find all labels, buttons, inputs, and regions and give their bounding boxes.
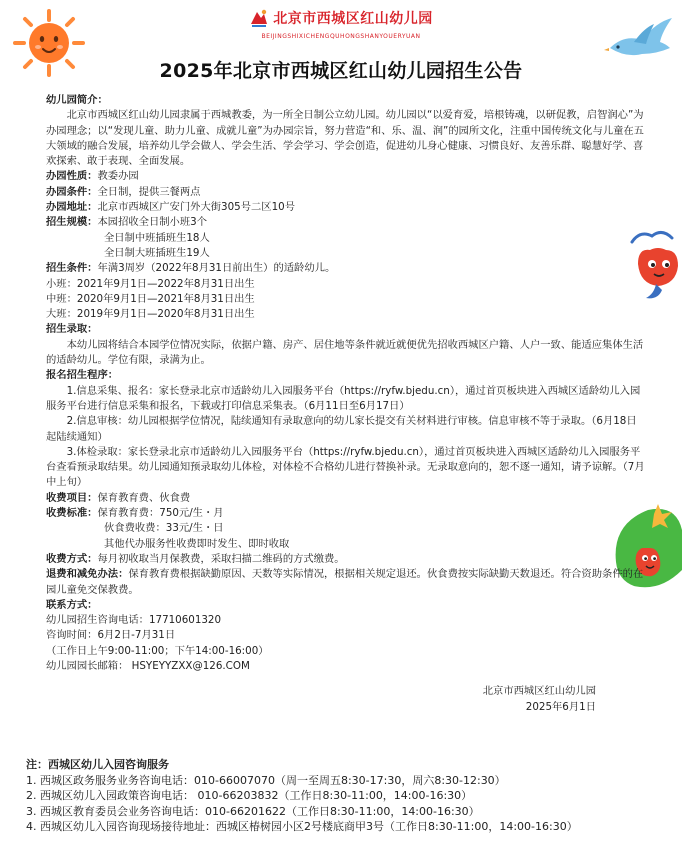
contact-line: 咨询时间：6月2日-7月31日 — [46, 629, 176, 642]
fee-standard-line: 保育教育费：750元/生・月 — [97, 507, 224, 520]
scale-label: 招生规模： — [46, 216, 98, 229]
notes-item: 4. 西城区幼儿入园咨询现场接待地址：西城区椿树园小区2号楼底商甲3号（工作日8:30-11:00，14:00-16:30） — [26, 820, 578, 834]
intro-heading: 幼儿园简介： — [46, 94, 108, 106]
fee-method-value: 每月初收取当月保教费，采取扫描二维码的方式缴费。 — [97, 552, 345, 565]
scale-line: 全日制大班插班生19人 — [104, 246, 210, 259]
contact-line: 幼儿园园长邮箱： HSYEYYZXX@126.COM — [46, 659, 250, 672]
address-label: 办园地址： — [46, 201, 98, 214]
signature-org: 北京市西城区红山幼儿园 — [482, 685, 596, 698]
nature-row — [46, 169, 646, 184]
scale-row — [46, 215, 646, 230]
page-title: 2025年北京市西城区红山幼儿园招生公告 — [159, 60, 523, 82]
conditions-value: 全日制，提供三餐两点 — [97, 185, 201, 198]
class-age-line: 大班：2019年9月1日—2020年8月31日出生 — [46, 308, 255, 321]
logo-subtitle: BEIJINGSHIXICHENGQUHONGSHANYOUERYUAN — [261, 33, 421, 40]
refund-row — [46, 567, 646, 598]
contact-line: 幼儿园招生咨询电话：17710601320 — [46, 614, 222, 627]
requirement-value: 年满3周岁（2022年8月31日前出生）的适龄幼儿。 — [97, 262, 336, 275]
signature-date: 2025年6月1日 — [525, 700, 596, 713]
contact-heading: 联系方式： — [46, 598, 98, 611]
intro-text: 北京市西城区红山幼儿园隶属于西城教委，为一所全日制公立幼儿园。幼儿园以“以爱育爱，培根铸魂，以研促教，启智润心”为办园理念；以“发现儿童、助力儿童、成就儿童”为办园宗旨，努力营造“和、乐、温、润”的园所文化，注重中国传统文化与儿童在五大领域的融合发展，培养幼儿学会做人、学会生活、学会学习、学会创造，促进幼儿身心健康、习惯良好、友善乐群、聪慧好学、喜欢探索、敢于表现、全面发展。 — [46, 109, 644, 168]
conditions-label: 办园条件： — [46, 185, 98, 198]
consultation-notes — [26, 757, 676, 835]
fee-standard-row — [46, 506, 646, 521]
notes-item: 3. 西城区教育委员会业务咨询电话：010-66201622（工作日8:30-11:00，14:00-16:30） — [26, 804, 480, 818]
fee-standard-line: 伙食费收费：33元/生・日 — [104, 522, 224, 535]
fee-items-value: 保育教育费、伙食费 — [97, 491, 191, 504]
procedure-step-3: 3.体检录取：家长登录北京市适龄幼儿入园服务平台（https://ryfw.bjedu.cn），通过首页板块进入西城区适龄幼儿入园服务平台查看预录取结果。幼儿园通知预录取幼儿体检，对体检不合格幼儿进行替换补录。无录取意向的，恕不逐一通知，请予谅解。（7月中上旬） — [46, 445, 645, 489]
kindergarten-logo-icon — [249, 8, 269, 28]
procedure-heading: 报名招生程序： — [46, 369, 119, 382]
notes-item: 1. 西城区政务服务业务咨询电话：010-66007070（周一至周五8:30-17:30，周六8:30-12:30） — [26, 773, 506, 787]
admission-text: 本幼儿园将结合本园学位情况实际，依据户籍、房产、居住地等条件就近就便优先招收西城区户籍、人户一致、能适应集体生活的适龄幼儿。学位有限，录满为止。 — [46, 338, 644, 367]
header-logo — [0, 8, 682, 40]
procedure-step-1: 1.信息采集、报名：家长登录北京市适龄幼儿入园服务平台（https://ryfw.bjedu.cn），通过首页板块进入西城区适龄幼儿入园服务平台进行信息采集和报名，下载或打印信息采集表。（6月11日至6月17日） — [46, 384, 641, 412]
refund-label: 退费和减免办法： — [46, 568, 129, 581]
scale-line: 本园招收全日制小班3个 — [97, 216, 208, 229]
requirement-row — [46, 261, 646, 276]
conditions-row — [46, 185, 646, 200]
class-age-line: 小班：2021年9月1日—2022年8月31日出生 — [46, 277, 255, 290]
scale-line: 全日制中班插班生18人 — [104, 231, 210, 244]
class-age-line: 中班：2020年9月1日—2021年8月31日出生 — [46, 292, 255, 305]
logo-name: 北京市西城区红山幼儿园 — [273, 11, 433, 27]
fee-standard-line: 其他代办服务性收费即时发生、即时收取 — [104, 537, 290, 550]
notes-title: 注：西城区幼儿入园咨询服务 — [26, 758, 169, 771]
fee-items-row — [46, 491, 646, 506]
fee-items-label: 收费项目： — [46, 491, 98, 504]
notes-item: 2. 西城区幼儿入园政策咨询电话： 010-66203832（工作日8:30-11:00，14:00-16:30） — [26, 789, 473, 803]
procedure-step-2: 2.信息审核：幼儿园根据学位情况，陆续通知有录取意向的幼儿家长提交有关材料进行审核。信息审核不等于录取。（6月18日起陆续通知） — [46, 415, 637, 443]
requirement-label: 招生条件： — [46, 262, 98, 275]
contact-line: （工作日上午9:00-11:00；下午14:00-16:00） — [46, 644, 269, 657]
nature-label: 办园性质： — [46, 170, 98, 183]
fee-method-row — [46, 552, 646, 567]
refund-value: 保育教育费根据缺勤原因、天数等实际情况，根据相关规定退还。伙食费按实际缺勤天数退还。符合资助条件的在园儿童免交保教费。 — [46, 568, 644, 596]
announcement-body — [46, 93, 646, 715]
address-row — [46, 200, 646, 215]
fee-method-label: 收费方式： — [46, 552, 98, 565]
address-value: 北京市西城区广安门外大街305号二区10号 — [97, 201, 295, 214]
admission-heading: 招生录取： — [46, 323, 98, 336]
fee-standard-label: 收费标准： — [46, 507, 98, 520]
nature-value: 教委办园 — [97, 170, 139, 183]
